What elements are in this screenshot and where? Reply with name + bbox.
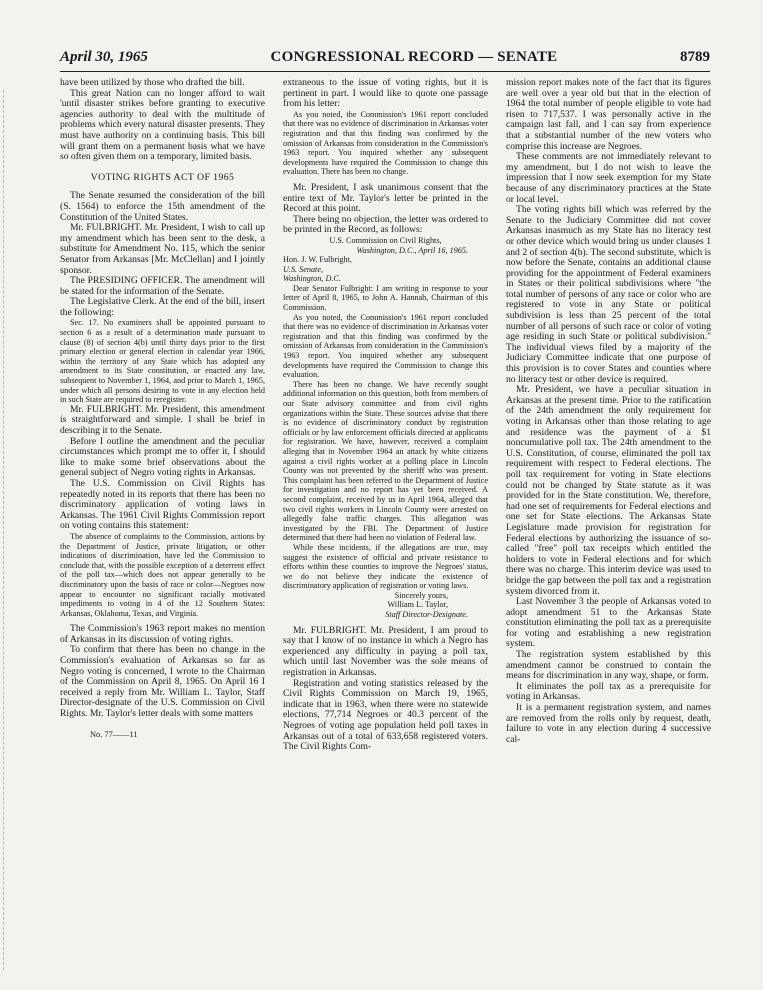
paragraph: mission report makes note of the fact that its figures are well over a year old but that in the election of 1964 the total number of people eligible to vote had risen to 717,537. I was personally active in the campaign last fall, and I can say from experience that a substantial number of the new voters who comprise this increase are Negroes. <box>506 78 711 152</box>
paragraph: The voting rights bill which was referred by the Senate to the Judiciary Committee did not cover Arkansas inasmuch as my State has no literacy test or other device which would bring us under clauses 1 and 2 of section 4(b). The second substitute, which is now before the Senate, contains an additional clause providing for the appointment of Federal examiners in States or their political subdivisions where "the total number of persons of any race or color who are registered to vote in any State or political subdivision is less than 25 percent of the total number of all persons of such race or color of voting age residing in such State or political subdivision." The individual views filed by a majority of the Judiciary Committee indicate that one purpose of this provision is to cover States and counties where no literacy test or other device is required. <box>506 204 711 385</box>
column-1 <box>60 78 265 968</box>
paragraph: Mr. President, we have a peculiar situation in Arkansas at the present time. Prior to the ratification of the 24th amendment the only requirement for voting in Arkansas other than those relating to age and residence was the payment of a $1 noncumulative poll tax. The 24th amendment to the U.S. Constitution, of course, eliminated the poll tax requirement with respect to Federal elections. The poll tax requirement for voting in State elections could not be changed by State statute as it was provided for in the State constitution. We, therefore, had one set of requirements for Federal elections and one set for State elections. The Arkansas State Legislature made provision for registration for Federal elections by authorizing the issuance of so-called "free" poll tax receipts which entitled the holders to vote in Federal elections and for which there was no charge. This interim device was used to bridge the gap between the poll tax and a registration system divorced from it. <box>506 384 711 597</box>
paragraph: Mr. President, I ask unanimous consent that the entire text of Mr. Taylor's letter be printed in the Record at this point. <box>283 181 488 215</box>
letter-paragraph: While these incidents, if the allegations are true, may suggest the existence of official and private resistance to efforts within these counties to improve the Negroes' status, we do not believe they indicate the existence of discriminatory application of registration or voting laws. <box>283 542 488 591</box>
page-header <box>60 49 710 69</box>
paragraph: The U.S. Commission on Civil Rights has repeatedly noted in its reports that there has been no discriminatory application of voting laws in Arkansas. The 1961 Civil Rights Commission report on voting contains this statement: <box>60 477 265 532</box>
column-3 <box>506 78 711 968</box>
paragraph: Mr. FULBRIGHT. Mr. President, I am proud to say that I know of no instance in which a Negro has experienced any difficulty in paying a poll tax, which until last November was the sole means of registration in Arkansas. <box>283 624 488 679</box>
header-title: CONGRESSIONAL RECORD — SENATE <box>270 49 558 65</box>
address-line: Washington, D.C. <box>283 274 341 284</box>
paragraph: Before I outline the amendment and the peculiar circumstances which prompt me to offer it, I should like to make some brief observations about the general subject of Negro voting rights in Arkansas. <box>60 435 265 479</box>
address-line: Hon. J. W. Fulbright, <box>283 255 352 265</box>
amendment-text: Sec. 17. No examiners shall be appointed pursuant to section 6 as a result of a determination made pursuant to clause (8) of section 4(b) until thirty days prior to the first primary election or general election in calendar year 1966, within the territory of any State which has adopted any amendment to its State constitution, or enacted any law, subsequent to November 1, 1964, and prior to March 1, 1965, under which all persons desiring to vote in any election held in such State are required to reregister. <box>60 318 265 405</box>
header-page-number: 8789 <box>680 49 710 65</box>
letterhead: U.S. Commission on Civil Rights, <box>329 235 442 245</box>
paragraph: There being no objection, the letter was ordered to be printed in the Record, as follows: <box>283 213 488 236</box>
block-quote: The absence of complaints to the Commission, actions by the Department of Justice, private litigation, or other indications of discrimination, have led the Commission to conclude that, with the possible exception of a deterrent effect of the poll tax—which does not appear generally to be discriminatory upon the basis of race or color—Negroes now appear to encounter no significant racially motivated impediments to voting in 4 of the 12 Southern States: Arkansas, Oklahoma, Texas, and Virginia. <box>60 531 265 618</box>
paragraph: The Senate resumed the consideration of the bill (S. 1564) to enforce the 15th amendment of the Constitution of the United States. <box>60 190 265 223</box>
paragraph: The PRESIDING OFFICER. The amendment will be stated for the information of the Senate. <box>60 275 265 297</box>
binding-edge <box>3 90 6 970</box>
letter-paragraph: Dear Senator Fulbright: I am writing in response to your letter of April 8, 1965, to John A. Hannah, Chairman of this Commission. <box>283 283 488 313</box>
paragraph: The Commission's 1963 report makes no mention of Arkansas in its discussion of voting rights. <box>60 623 265 645</box>
header-rule <box>60 71 710 72</box>
signature-name: William L. Taylor, <box>387 600 448 610</box>
paragraph: have been utilized by those who drafted the bill. <box>60 78 245 88</box>
paragraph: The Legislative Clerk. At the end of the bill, insert the following: <box>60 296 265 318</box>
paragraph: extraneous to the issue of voting rights, but it is pertinent in part. I would like to quote one passage from his letter: <box>283 78 488 110</box>
letter-paragraph: As you noted, the Commission's 1961 report concluded that there was no evidence of discrimination in Arkansas voter registration and that this finding was confirmed by the omission of Arkansas from consideration in the Commission's 1963 report. You inquired whether any subsequent developments have required the Commission to change this evaluation. <box>283 312 488 380</box>
issue-footnote: No. 77——11 <box>90 729 138 739</box>
paragraph: These comments are not immediately relevant to my amendment, but I do not wish to leave the impression that I now seek exemption for my State because of any discriminatory practices at the State or local level. <box>506 151 711 205</box>
paragraph: It is a permanent registration system, and names are removed from the rolls only by request, death, failure to vote in any election during 4 successive cal- <box>506 702 711 745</box>
header-date: April 30, 1965 <box>60 49 148 65</box>
signature-closing: Sincerely yours, <box>394 590 448 600</box>
paragraph: Last November 3 the people of Arkansas voted to adopt amendment 51 to the Arkansas State constitution eliminating the poll tax as a prerequisite for voting and establishing a new registration system. <box>506 596 711 650</box>
paragraph: Registration and voting statistics released by the Civil Rights Commission on March 19, 1965, indicate that in 1963, when there were no statewide elections, 77,714 Negroes or 40.3 percent of the Negroes of voting age population held poll taxes in Arkansas out of a total of 633,658 registered voters. The Civil Rights Com- <box>283 677 488 753</box>
signature-title: Staff Director-Designate. <box>385 610 468 620</box>
block-quote: As you noted, the Commission's 1961 report concluded that there was no evidence of discrimination in Arkansas voter registration and that this finding was confirmed by the omission of Arkansas from consideration in the Commission's 1963 report. You inquired whether any subsequent developments have required the Commission to change this evaluation. There has been no change. <box>283 109 488 177</box>
paragraph: The registration system established by this amendment cannot be construed to contain the means for discrimination in any way, shape, or form. <box>506 649 711 682</box>
paragraph: Mr. FULBRIGHT. Mr. President, this amendment is straightforward and simple. I shall be brief in describing it to the Senate. <box>60 403 265 436</box>
column-2 <box>283 78 488 968</box>
paragraph: Mr. FULBRIGHT. Mr. President, I wish to call up my amendment which has been sent to the desk, a substitute for Amendment No. 115, which the senior Senator from Arkansas [Mr. McClellan] and I jointly sponsor. <box>60 222 265 276</box>
letter-date: Washington, D.C., April 16, 1965. <box>356 245 468 255</box>
paragraph: It eliminates the poll tax as a prerequisite for voting in Arkansas. <box>506 680 711 703</box>
address-line: U.S. Senate, <box>283 264 324 274</box>
section-heading: VOTING RIGHTS ACT OF 1965 <box>90 171 235 183</box>
paragraph: To confirm that there has been no change in the Commission's evaluation of Arkansas so far as Negro voting is concerned, I wrote to the Chairman of the Commission on April 8, 1965. On April 16 I received a reply from Mr. William L. Taylor, Staff Director-designate of the U.S. Commission on Civil Rights. Mr. Taylor's letter deals with some matters <box>60 644 265 720</box>
paragraph: This great Nation can no longer afford to wait 'until disaster strikes before granting to executive agencies authority to deal with the multitude of problems which every natural disaster presents. They must have authority on a continuing basis. This bill will grant them on a permanent basis what we have so often given them on a temporary, limited basis. <box>60 87 265 163</box>
letter-paragraph: There has been no change. We have recently sought additional information on this question, both from members of our State advisory committee and from civil rights organizations within the State. These sources advise that there is no evidence of discriminatory conduct by registration officials or by law enforcement officials directed at applicants for registration. We have, however, received a complaint alleging that in November 1964 an attack by white citizens against a civil rights worker at a polling place in Lincoln County was not prevented by the sheriff who was present. This complaint has been referred to the Department of Justice for investigation and no report has yet been received. A second complaint, received by us in April 1964, alleged that two civil rights workers in Lincoln County were arrested on allegedly false traffic charges. This allegation was investigated by the FBI. The Department of Justice determined that there had been no violation of Federal law. <box>283 379 488 543</box>
